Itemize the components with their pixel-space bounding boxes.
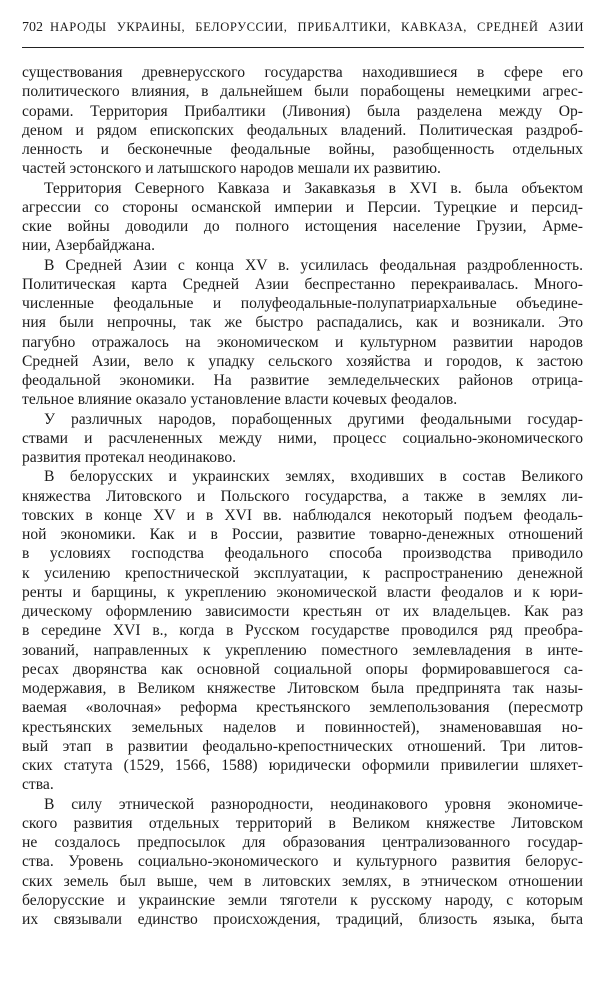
text-line: ленность и бесконечные феодальные войны, разобщенность отдельных (22, 141, 583, 158)
text-line: крестьянских земельных наделов и повинностей), знаменовавшая но- (22, 718, 583, 736)
text-line: ствами и расчлененных между ними, процесс социально-экономического (22, 429, 583, 447)
text-line: ские войны доводили до полного истощения население Грузии, Арме- (22, 218, 583, 235)
text-line: дическому оформлению зависимости крестьян от их владельцев. Как раз (22, 603, 583, 620)
text-line: Политическая карта Средней Азии беспрестанно перекраивалась. Много- (22, 275, 583, 293)
text-line: к усилению крепостнической эксплуатации, к распространению денежной (22, 564, 583, 582)
paragraph (22, 179, 583, 256)
text-line: В силу этнической разнородности, неодинакового уровня экономиче- (44, 795, 583, 813)
paragraph (22, 410, 583, 468)
paragraph (22, 63, 583, 179)
text-line: белорусские и украинские земли тяготели к русскому народу, с которым (22, 891, 583, 909)
text-line: модержавия, в Великом княжестве Литовском была предпринята так назы- (22, 680, 583, 697)
text-line: вый этап в развитии феодально-крепостнических отношений. Три литов- (22, 737, 583, 755)
text-line: частей эстонского и латышского народов мешали их развитию. (22, 160, 441, 178)
text-line: политического влияния, в дальнейшем были порабощены немецкими агрес- (22, 83, 583, 101)
text-line: пагубно отражалось на экономическом и культурном развитии народов (22, 333, 583, 351)
paragraph (22, 256, 583, 410)
text-line: в середине XVI в., когда в Русском государстве проводился ряд преобра- (22, 622, 583, 640)
text-line: ства. Уровень социально-экономического и культурного развития белорус- (22, 853, 583, 871)
paragraph (22, 467, 583, 794)
text-line: У различных народов, порабощенных другими феодальными государ- (44, 410, 583, 428)
text-line: товских в конце XV и в XVI вв. наблюдался некоторый подъем феодаль- (22, 506, 583, 524)
paragraph (22, 795, 583, 930)
text-line: ния были непрочны, так же быстро распадались, как и возникали. Это (22, 314, 583, 332)
text-line: ренты и барщины, к укреплению экономической власти феодалов и к юри- (22, 583, 583, 601)
text-line: численные феодальные и полуфеодальные-полупатриархальные объедине- (22, 295, 583, 312)
text-line: ства. (22, 776, 54, 794)
text-line: ских земель был выше, чем в литовских землях, в этническом отношении (22, 872, 583, 890)
running-header (22, 20, 584, 40)
text-line: феодальной экономики. На развитие земледельческих районов отрица- (22, 372, 583, 389)
page-body (22, 63, 583, 929)
text-line: ского развития отдельных территорий в Великом княжестве Литовском (22, 814, 583, 832)
header-rule (22, 47, 584, 48)
text-line: развития протекал неодинаково. (22, 449, 237, 466)
text-line: Территория Северного Кавказа и Закавказья в XVI в. была объектом (44, 179, 583, 197)
text-line: В Средней Азии с конца XV в. усилилась феодальная раздробленность. (44, 256, 583, 274)
text-line: ваемая «волочная» реформа крестьянского землепользования (пересмотр (22, 699, 583, 717)
text-line: их связывали единство происхождения, традиций, близость языка, быта (22, 911, 583, 928)
page-number: 702 (22, 20, 43, 35)
text-line: княжества Литовского и Польского государства, а также в землях ли- (22, 487, 583, 505)
text-line: не создалось предпосылок для образования централизованного государ- (22, 834, 583, 851)
text-line: существования древнерусского государства находившиеся в сфере его (22, 64, 583, 81)
text-line: Средней Азии, вело к упадку сельского хозяйства и городов, к застою (22, 352, 583, 370)
text-line: ресах дворянства как основной социальной опоры формировавшегося са- (22, 660, 583, 678)
text-line: в условиях господства феодального способа производства приводило (22, 545, 583, 563)
text-line: тельное влияние оказало установление власти кочевых феодалов. (22, 391, 458, 409)
text-line: зований, направленных к укреплению поместного землевладения в инте- (22, 641, 583, 659)
text-line: В белорусских и украинских землях, входивших в состав Великого (44, 468, 583, 486)
text-line: ной экономики. Как и в России, развитие товарно-денежных отношений (22, 526, 583, 543)
text-line: ских статута (1529, 1566, 1588) юридически оформили привилегии шляхет- (22, 757, 583, 774)
text-line: агрессии со стороны османской империи и Персии. Турецкие и персид- (22, 198, 583, 216)
text-line: деном и рядом епископских феодальных владений. Политическая раздроб- (22, 121, 583, 139)
running-title: НАРОДЫ УКРАИНЫ, БЕЛОРУССИИ, ПРИБАЛТИКИ, КАВКАЗА, СРЕДНЕЙ АЗИИ (50, 20, 584, 34)
text-line: нии, Азербайджана. (22, 237, 155, 255)
text-line: сорами. Территория Прибалтики (Ливония) была разделена между Ор- (22, 102, 583, 120)
